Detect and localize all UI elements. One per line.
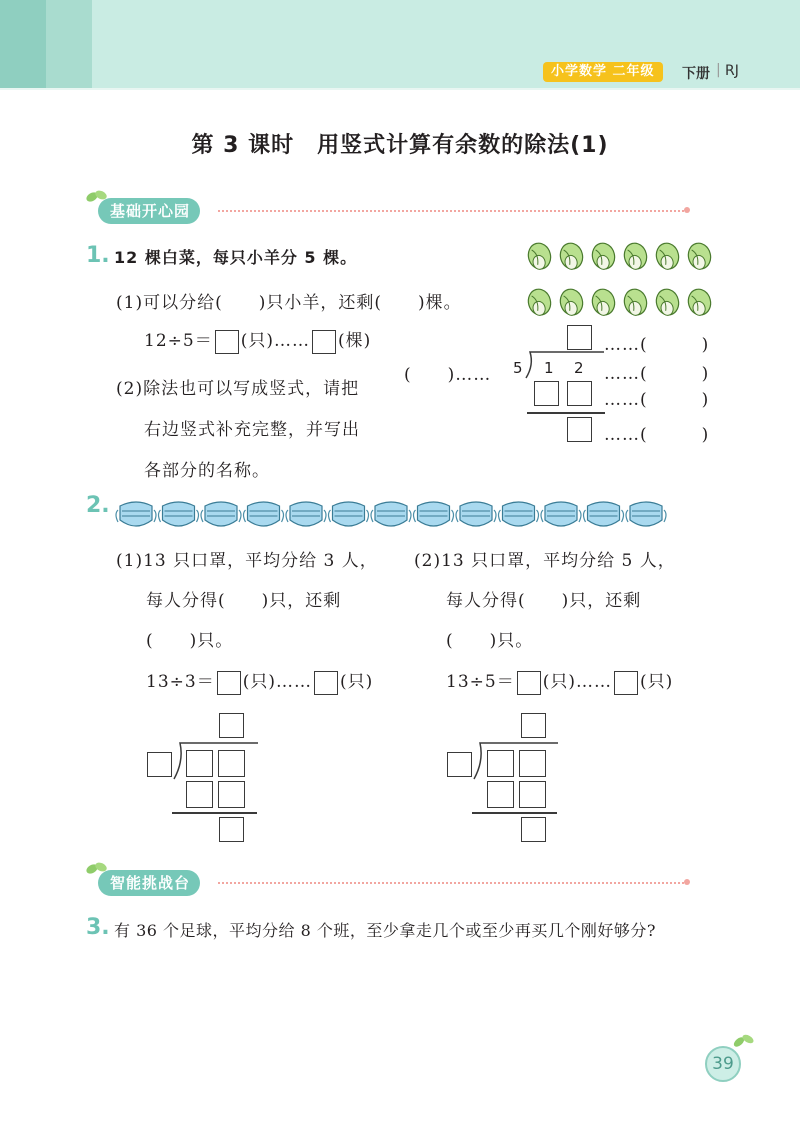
mask-icon <box>584 502 624 526</box>
ellipsis: …… <box>273 331 310 351</box>
question-1-part-2-line-3: 各部分的名称。 <box>144 461 270 481</box>
edition-label: RJ <box>725 63 739 79</box>
equation-left: 12÷5＝ <box>144 331 213 351</box>
div1-label-dividend: ……( ) <box>604 364 710 384</box>
mask-icon <box>329 502 369 526</box>
cabbage-icon <box>653 241 681 272</box>
div1-label-quotient: ……( ) <box>604 335 710 355</box>
question-2-part-2-line-2: 每人分得( )只，还剩 <box>446 591 642 611</box>
question-2-part-2-line-1: (2)13 只口罩，平均分给 5 人， <box>414 551 676 571</box>
unit-zhi: (只) <box>242 672 276 692</box>
header-band <box>0 0 800 90</box>
div1-divisor: 5 <box>513 359 524 377</box>
unit-zhi: (只) <box>240 331 274 351</box>
div2-quotient-box[interactable] <box>219 713 244 738</box>
header-separator: | <box>716 62 721 78</box>
unit-zhi: (只) <box>639 672 674 692</box>
div3-bracket <box>472 741 560 781</box>
section-challenge-dot-end <box>684 879 690 885</box>
question-1-part-1: (1)可以分给( )只小羊，还剩( )棵。 <box>116 293 462 313</box>
question-2-part-1-line-2: 每人分得( )只，还剩 <box>146 591 342 611</box>
div1-product-box-2[interactable] <box>567 381 592 406</box>
question-2-number: 2. <box>86 493 110 518</box>
ellipsis: …… <box>575 672 612 692</box>
unit-ke: (棵) <box>337 331 372 351</box>
div1-remainder-box[interactable] <box>567 417 592 442</box>
cabbage-icon <box>525 241 553 272</box>
div2-product-box-1[interactable] <box>186 781 213 808</box>
question-2-part-2-equation <box>446 667 673 695</box>
div1-label-product: ……( ) <box>604 390 710 410</box>
mask-icon <box>371 502 411 526</box>
div3-subtraction-line <box>472 812 557 814</box>
cabbage-icon <box>685 287 713 318</box>
answer-box-remainder[interactable] <box>314 671 338 695</box>
question-2-part-2-line-3: ( )只。 <box>446 631 534 651</box>
equation-left: 13÷5＝ <box>446 672 515 692</box>
div3-dividend-box-2[interactable] <box>519 750 546 777</box>
section-challenge-badge: 智能挑战台 <box>98 870 200 896</box>
question-1-number: 1. <box>86 243 110 268</box>
mask-icon <box>626 502 666 526</box>
cabbage-icon <box>557 287 585 318</box>
div1-label-remainder: ……( ) <box>604 425 710 445</box>
div3-dividend-box-1[interactable] <box>487 750 514 777</box>
question-3-number: 3. <box>86 915 110 940</box>
div1-bracket <box>524 350 606 380</box>
answer-box-remainder[interactable] <box>312 330 336 354</box>
cabbage-icon <box>621 287 649 318</box>
div2-dividend-box-1[interactable] <box>186 750 213 777</box>
cabbage-icon <box>621 241 649 272</box>
question-2-part-1-line-3: ( )只。 <box>146 631 234 651</box>
answer-box-quotient[interactable] <box>215 330 239 354</box>
cabbage-illustration <box>524 240 724 320</box>
subject-badge: 小学数学 二年级 <box>543 62 663 82</box>
header-bottom-line <box>0 88 800 90</box>
div3-product-box-2[interactable] <box>519 781 546 808</box>
div2-dividend-box-2[interactable] <box>218 750 245 777</box>
div1-dividend-digit-2: 2 <box>574 359 585 377</box>
cabbage-icon <box>589 241 617 272</box>
question-1-part-2-line-2: 右边竖式补充完整，并写出 <box>144 420 360 440</box>
div1-label-divisor: ( )…… <box>404 365 492 385</box>
div3-divisor-box[interactable] <box>447 752 472 777</box>
section-basic-dotted-line <box>218 210 684 212</box>
question-2-part-1-line-1: (1)13 只口罩，平均分给 3 人， <box>116 551 378 571</box>
mask-icon <box>159 502 199 526</box>
mask-icon <box>414 502 454 526</box>
cabbage-icon <box>589 287 617 318</box>
mask-icon <box>456 502 496 526</box>
mask-icon <box>244 502 284 526</box>
div2-product-box-2[interactable] <box>218 781 245 808</box>
question-1-part-2-line-1: (2)除法也可以写成竖式，请把 <box>116 379 360 399</box>
div1-product-box-1[interactable] <box>534 381 559 406</box>
header-stripe-mid <box>46 0 92 90</box>
volume-label: 下册 <box>682 66 710 82</box>
mask-group <box>114 496 674 532</box>
mask-icon <box>201 502 241 526</box>
div3-quotient-box[interactable] <box>521 713 546 738</box>
mask-icon <box>499 502 539 526</box>
ellipsis: …… <box>275 672 312 692</box>
div3-remainder-box[interactable] <box>521 817 546 842</box>
div2-subtraction-line <box>172 812 257 814</box>
page-number: 39 <box>705 1046 741 1082</box>
mask-icon <box>286 502 326 526</box>
unit-zhi: (只) <box>542 672 576 692</box>
mask-icon <box>541 502 581 526</box>
unit-zhi: (只) <box>339 672 374 692</box>
answer-box-remainder[interactable] <box>614 671 638 695</box>
question-3-text: 有 36 个足球，平均分给 8 个班，至少拿走几个或至少再买几个刚好够分? <box>114 921 656 940</box>
answer-box-quotient[interactable] <box>517 671 541 695</box>
div1-subtraction-line <box>527 412 605 414</box>
div1-dividend-digit-1: 1 <box>544 359 555 377</box>
cabbage-icon <box>653 287 681 318</box>
page-title: 第 3 课时 用竖式计算有余数的除法(1) <box>191 133 609 158</box>
section-basic-badge: 基础开心园 <box>98 198 200 224</box>
mask-icon <box>116 502 156 526</box>
section-basic-dot-end <box>684 207 690 213</box>
div2-remainder-box[interactable] <box>219 817 244 842</box>
equation-left: 13÷3＝ <box>146 672 215 692</box>
answer-box-quotient[interactable] <box>217 671 241 695</box>
mask-illustration <box>114 496 674 532</box>
section-challenge-dotted-line <box>218 882 684 884</box>
question-2-part-1-equation <box>146 667 373 695</box>
div2-divisor-box[interactable] <box>147 752 172 777</box>
div3-product-box-1[interactable] <box>487 781 514 808</box>
question-1-equation <box>144 326 371 354</box>
cabbage-group <box>524 240 724 320</box>
question-1-stem: 12 棵白菜，每只小羊分 5 棵。 <box>114 248 358 267</box>
div1-quotient-box[interactable] <box>567 325 592 350</box>
cabbage-icon <box>685 241 713 272</box>
cabbage-icon <box>557 241 585 272</box>
cabbage-icon <box>525 287 553 318</box>
